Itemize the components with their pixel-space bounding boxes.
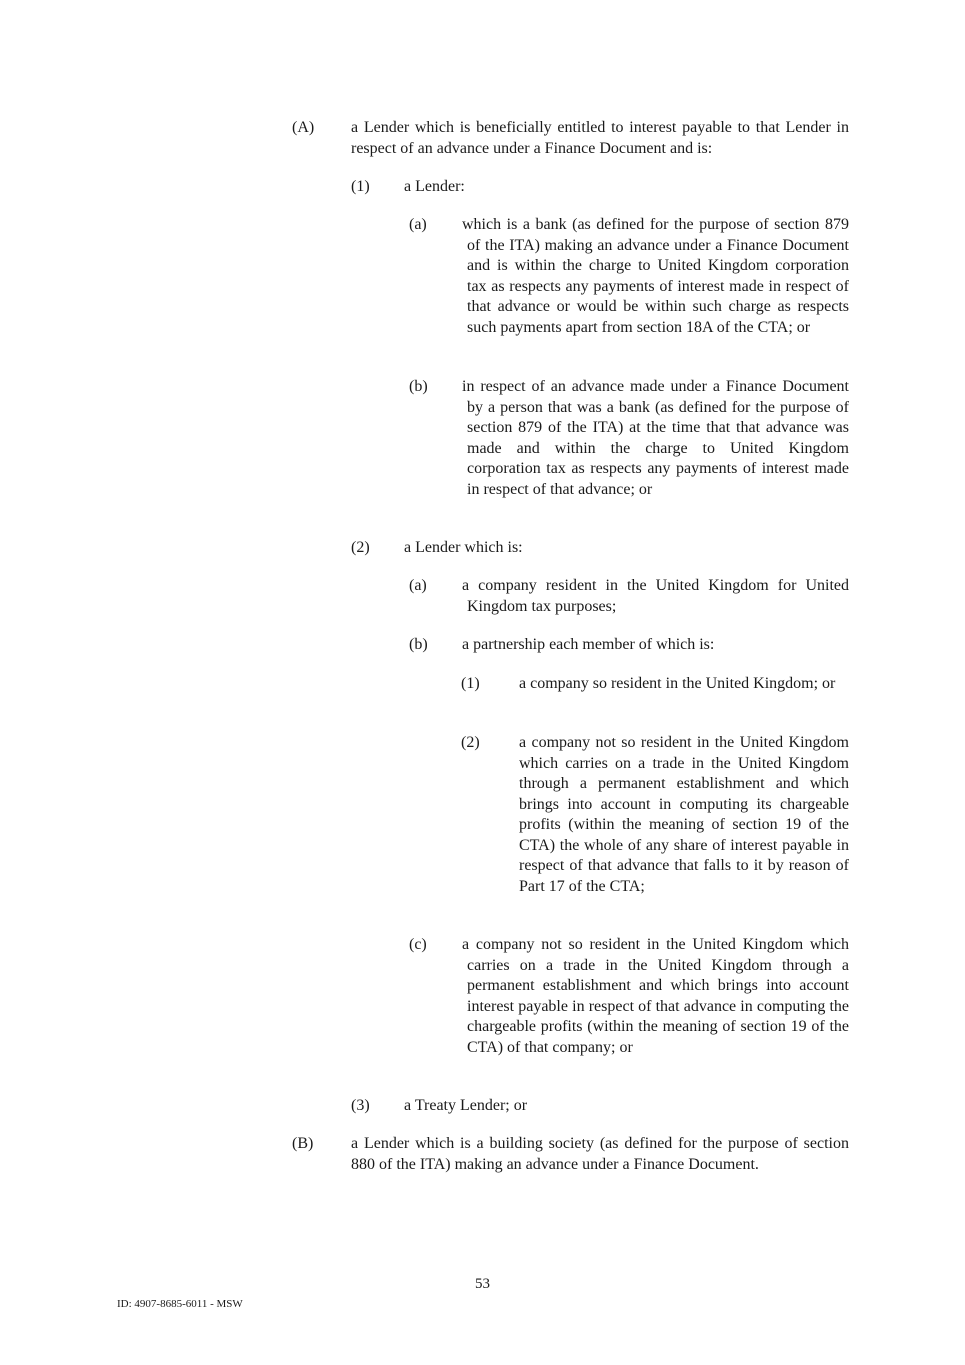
clause-A2b2-label: (2) [461,734,480,751]
clause-A1-text: a Lender: [404,178,465,195]
document-id: ID: 4907-8685-6011 - MSW [117,1298,243,1310]
clause-A2b1-text: a company so resident in the United Kingdom; or [519,675,836,692]
clause-A2a-text: a company resident in the United Kingdom for United Kingdom tax purposes; [462,577,849,615]
clause-A2b-text: a partnership each member of which is: [462,636,715,653]
clause-A2c-text: a company not so resident in the United Kingdom which carries on a trade in the United Kingdom through a permanent establishment and which brings into account interest payable in respect of that advance in computing the chargeable profits (within the meaning of section 19 of the CTA) of that company; or [462,936,849,1056]
clause-A1b-label: (b) [409,378,428,395]
clause-A2a-label: (a) [409,577,427,594]
clause-A2b2-text: a company not so resident in the United Kingdom which carries on a trade in the United Kingdom through a permanent establishment and which brings into account in computing its chargeable profits (within the meaning of section 19 of the CTA) the whole of any share of interest payable in respect of that advance that falls to it by reason of Part 17 of the CTA; [519,734,849,895]
clause-A3-text: a Treaty Lender; or [404,1097,528,1114]
clause-A2-label: (2) [351,539,370,556]
clause-A1-label: (1) [351,178,370,195]
clause-A1b-text: in respect of an advance made under a Finance Document by a person that was a bank (as defined for the purpose of section 879 of the ITA) at the time that that advance was made and within the charge to United Kingdom corporation tax as respects any payments of interest made in respect of that advance; or [462,378,849,498]
clause-B-label: (B) [292,1135,314,1152]
clause-A2b-label: (b) [409,636,428,653]
clause-B-text: a Lender which is a building society (as defined for the purpose of section 880 of the ITA) making an advance under a Finance Document. [351,1135,849,1173]
clause-A2c-label: (c) [409,936,427,953]
clause-A-text: a Lender which is beneficially entitled to interest payable to that Lender in respect of an advance under a Finance Document and is: [351,119,849,157]
clause-A3-label: (3) [351,1097,370,1114]
clause-A1a-label: (a) [409,216,427,233]
clause-A2b1-label: (1) [461,675,480,692]
clause-A2-text: a Lender which is: [404,539,523,556]
clause-A1a-text: which is a bank (as defined for the purpose of section 879 of the ITA) making an advance under a Finance Document and is within the charge to United Kingdom corporation tax as respects any payments of interest made in respect of that advance or would be within such charge as respects such payments apart from section 18A of the CTA; or [462,216,849,336]
page-number: 53 [475,1276,490,1292]
clause-A-label: (A) [292,119,315,136]
